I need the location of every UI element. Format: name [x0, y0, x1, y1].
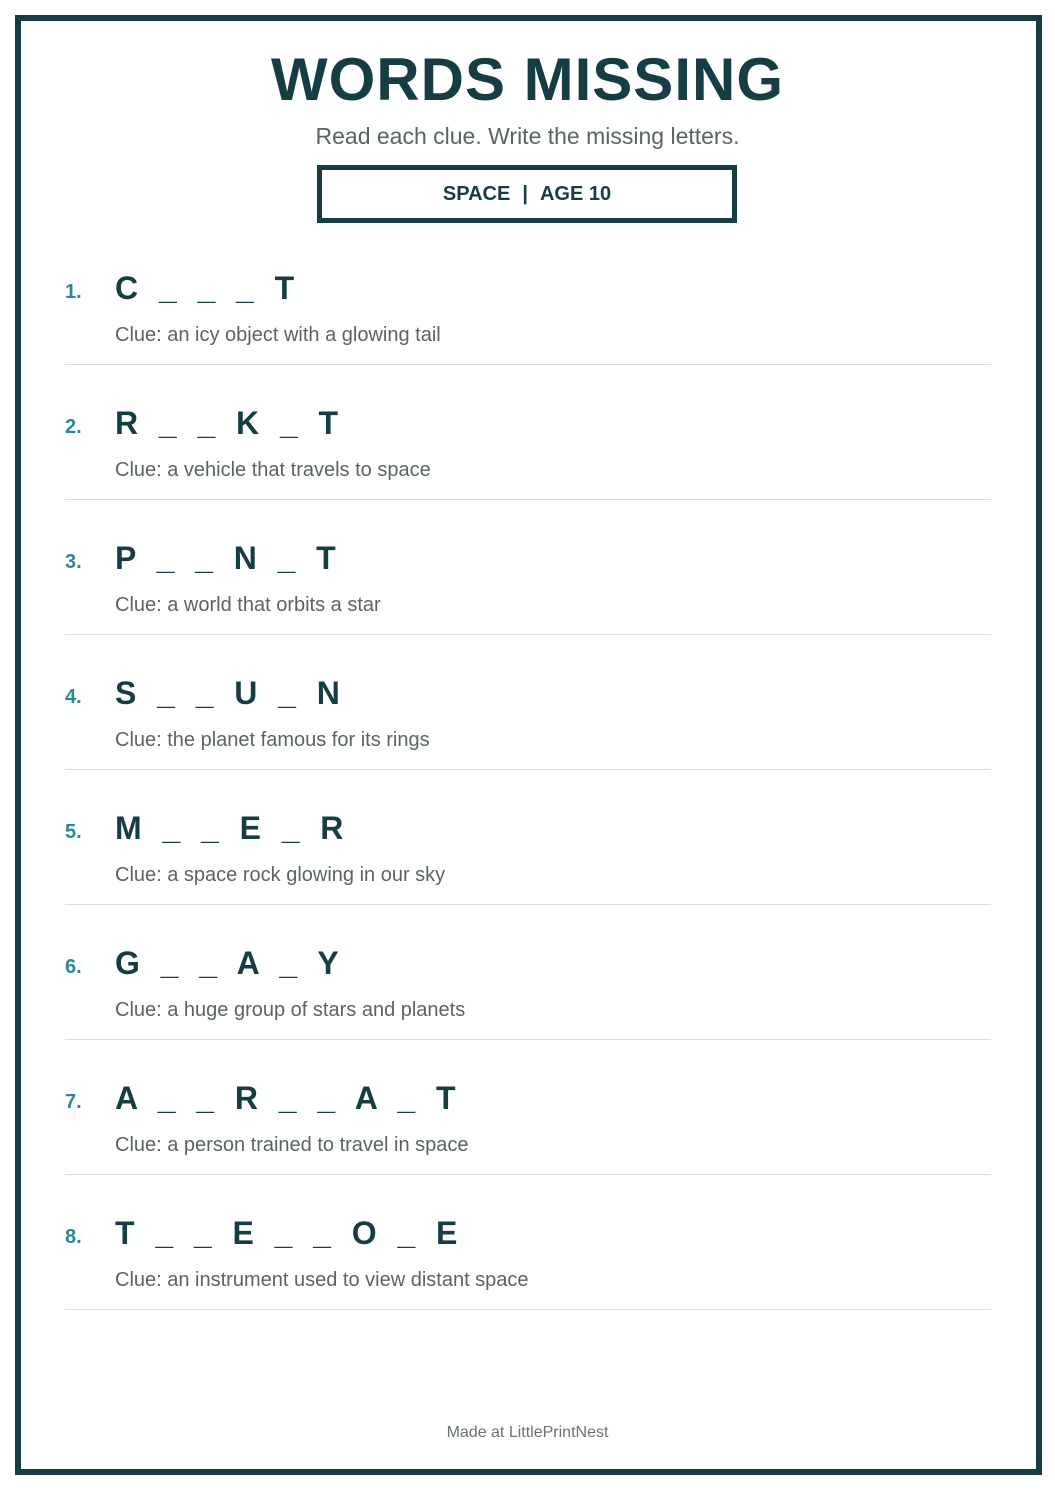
missing-word: A _ _ R _ _ A _ T — [115, 1080, 457, 1116]
item-number: 4. — [65, 686, 82, 708]
item-clue: Clue: an instrument used to view distant space — [115, 1269, 529, 1291]
tag-separator: | — [522, 183, 528, 205]
puzzle-item — [65, 365, 991, 500]
missing-word: T _ _ E _ _ O _ E — [115, 1215, 459, 1251]
item-number: 2. — [65, 416, 82, 438]
missing-word: S _ _ U _ N — [115, 675, 341, 711]
puzzle-item — [65, 905, 991, 1040]
topic-age-badge — [317, 165, 737, 223]
item-clue: Clue: the planet famous for its rings — [115, 729, 430, 751]
item-clue: Clue: a huge group of stars and planets — [115, 999, 466, 1021]
item-clue: Clue: an icy object with a glowing tail — [115, 324, 441, 346]
missing-word: C _ _ _ T — [115, 270, 296, 306]
item-clue: Clue: a world that orbits a star — [115, 594, 381, 616]
puzzle-item — [65, 230, 991, 365]
puzzle-list — [65, 230, 991, 1310]
page-subtitle: Read each clue. Write the missing letters. — [315, 123, 740, 149]
item-number: 7. — [65, 1091, 82, 1113]
topic-label: SPACE — [442, 183, 511, 205]
age-label: AGE 10 — [539, 183, 612, 205]
puzzle-item — [65, 1175, 991, 1310]
footer-credit: Made at LittlePrintNest — [446, 1424, 609, 1441]
item-number: 6. — [65, 956, 82, 978]
item-clue: Clue: a space rock glowing in our sky — [115, 864, 446, 886]
missing-word: R _ _ K _ T — [115, 405, 340, 441]
puzzle-item — [65, 500, 991, 635]
page-title: WORDS MISSING — [270, 46, 784, 113]
item-number: 5. — [65, 821, 82, 843]
missing-word: P _ _ N _ T — [115, 540, 337, 576]
item-number: 8. — [65, 1226, 82, 1248]
missing-word: M _ _ E _ R — [115, 810, 345, 846]
puzzle-item — [65, 635, 991, 770]
item-number: 3. — [65, 551, 82, 573]
item-number: 1. — [65, 281, 82, 303]
puzzle-item — [65, 1040, 991, 1175]
item-clue: Clue: a vehicle that travels to space — [115, 459, 431, 481]
puzzle-item — [65, 770, 991, 905]
missing-word: G _ _ A _ Y — [115, 945, 340, 981]
item-clue: Clue: a person trained to travel in space — [115, 1134, 469, 1156]
